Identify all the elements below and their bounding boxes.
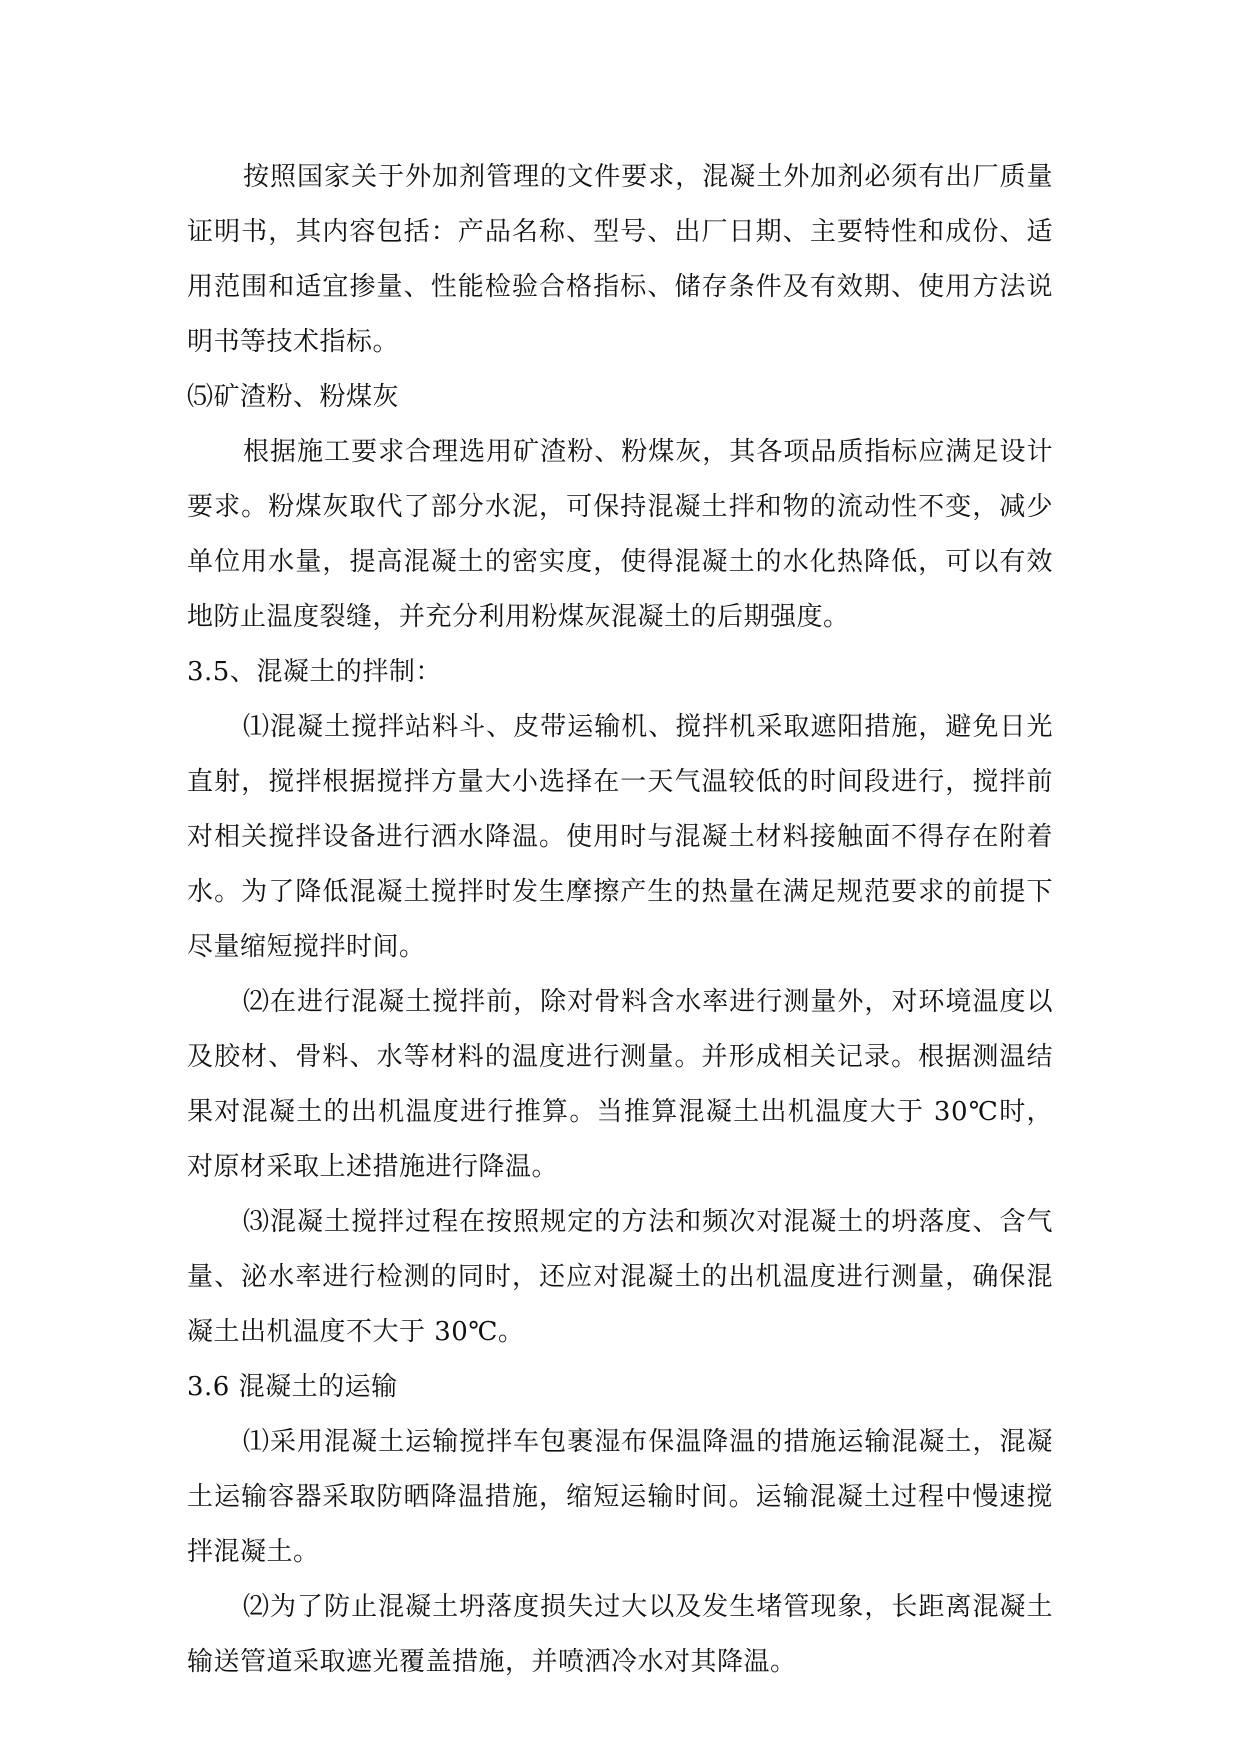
- heading-slag-flyash: ⑸矿渣粉、粉煤灰: [187, 382, 400, 412]
- paragraph-mixing-2: ⑵在进行混凝土搅拌前，除对骨料含水率进行测量外，对环境温度以及胶材、骨料、水等材料的温度进行测量。并形成相关记录。根据测温结果对混凝土的出机温度进行推算。当推算混凝土出机温度大于 30℃时，对原材采取上述措施进行降温。: [187, 987, 1053, 1182]
- paragraph-transport-2: ⑵为了防止混凝土坍落度损失过大以及发生堵管现象，长距离混凝土输送管道采取遮光覆盖措施，并喷洒冷水对其降温。: [187, 1592, 1053, 1677]
- paragraph-transport-1: ⑴采用混凝土运输搅拌车包裹湿布保温降温的措施运输混凝土，混凝土运输容器采取防晒降温措施，缩短运输时间。运输混凝土过程中慢速搅拌混凝土。: [187, 1427, 1053, 1567]
- paragraph-mixing-1: ⑴混凝土搅拌站料斗、皮带运输机、搅拌机采取遮阳措施，避免日光直射，搅拌根据搅拌方量大小选择在一天气温较低的时间段进行，搅拌前对相关搅拌设备进行洒水降温。使用时与混凝土材料接触面不得存在附着水。为了降低混凝土搅拌时发生摩擦产生的热量在满足规范要求的前提下尽量缩短搅拌时间。: [187, 712, 1053, 962]
- paragraph-admixture-requirements: 按照国家关于外加剂管理的文件要求，混凝土外加剂必须有出厂质量证明书，其内容包括：产品名称、型号、出厂日期、主要特性和成份、适用范围和适宜掺量、性能检验合格指标、储存条件及有效期、使用方法说明书等技术指标。: [187, 162, 1053, 357]
- paragraph-mixing-3: ⑶混凝土搅拌过程在按照规定的方法和频次对混凝土的坍落度、含气量、泌水率进行检测的同时，还应对混凝土的出机温度进行测量，确保混凝土出机温度不大于 30℃。: [187, 1207, 1053, 1347]
- heading-concrete-transport: 3.6 混凝土的运输: [187, 1372, 398, 1402]
- document-body: [187, 150, 1053, 1690]
- heading-concrete-mixing: 3.5、混凝土的拌制：: [187, 657, 442, 687]
- paragraph-slag-flyash: 根据施工要求合理选用矿渣粉、粉煤灰，其各项品质指标应满足设计要求。粉煤灰取代了部分水泥，可保持混凝土拌和物的流动性不变，减少单位用水量，提高混凝土的密实度，使得混凝土的水化热降低，可以有效地防止温度裂缝，并充分利用粉煤灰混凝土的后期强度。: [187, 437, 1053, 632]
